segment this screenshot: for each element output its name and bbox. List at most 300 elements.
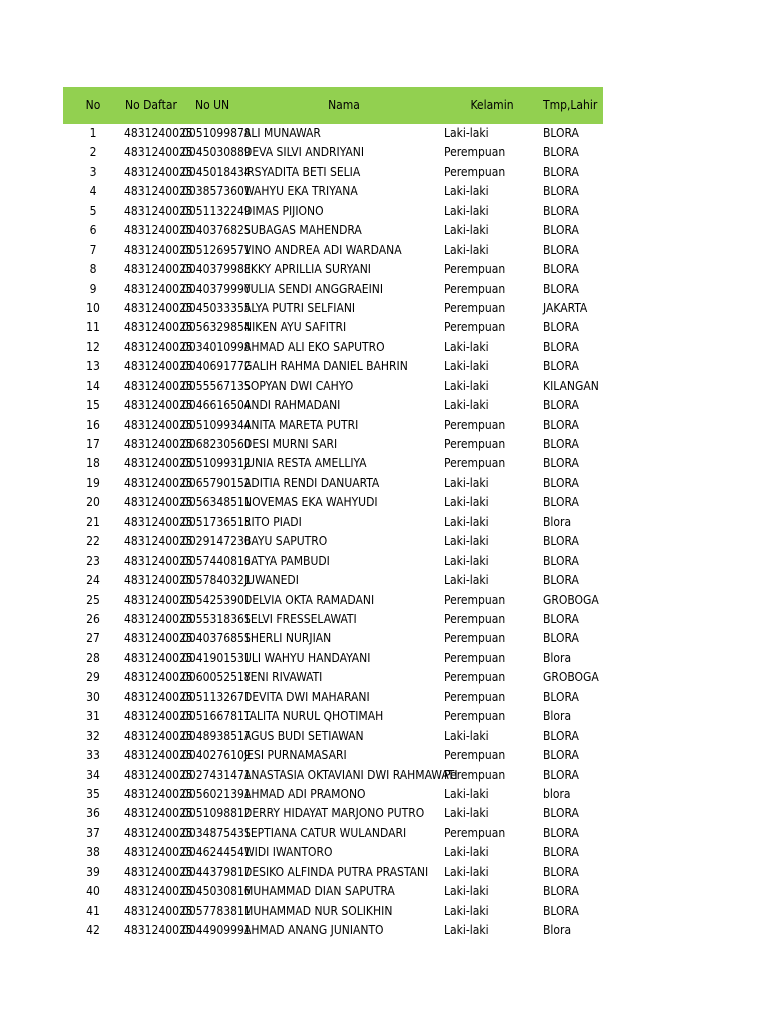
cell-no-un[interactable]: 0051269571 [182,242,251,257]
cell-no-un[interactable]: 0034875431 [182,825,251,840]
table-row [0,144,768,163]
cell-kelamin[interactable]: Laki-laki [444,728,489,743]
cell-no-daftar[interactable]: 4831240025 [124,126,193,140]
table-row [0,708,768,727]
cell-no-un[interactable]: 0038573601 [182,184,251,199]
table-row [0,242,768,261]
table-row [0,203,768,222]
table-row [0,261,768,280]
cell-no[interactable]: 17 [86,437,100,452]
cell-nama[interactable]: ALI MUNAWAR [244,126,321,140]
cell-no[interactable]: 4 [89,184,97,199]
cell-no-daftar[interactable]: 4831240025 [124,475,193,490]
cell-nama[interactable]: NIKEN AYU SAFITRI [244,320,347,335]
cell-kelamin[interactable]: Laki-laki [444,845,489,860]
header-no-un[interactable]: No UN [195,98,230,112]
cell-tmp-lahir[interactable]: BLORA [543,495,579,510]
cell-tmp-lahir[interactable]: BLORA [543,689,579,704]
cell-no-daftar[interactable]: 4831240025 [124,631,193,646]
cell-no-un[interactable]: 0051132671 [182,689,251,704]
cell-nama[interactable]: BAYU SAPUTRO [244,534,328,549]
table-row [0,689,768,708]
cell-no-un[interactable]: 0027431471 [182,767,251,782]
cell-no[interactable]: 3 [89,164,97,179]
cell-kelamin[interactable]: Perempuan [444,631,506,646]
cell-no-daftar[interactable]: 4831240025 [124,553,193,568]
cell-kelamin[interactable]: Laki-laki [444,903,489,918]
cell-no-daftar[interactable]: 4831240025 [124,300,193,315]
cell-nama[interactable]: SOPYAN DWI CAHYO [244,378,354,393]
cell-no-un[interactable]: 0056348511 [182,495,251,510]
cell-kelamin[interactable]: Perempuan [444,262,506,277]
cell-tmp-lahir[interactable]: BLORA [543,631,579,646]
cell-no-un[interactable]: 0029147230 [182,534,251,549]
cell-no[interactable]: 31 [86,709,100,724]
cell-tmp-lahir[interactable]: BLORA [543,281,579,296]
cell-nama[interactable]: DERRY HIDAYAT MARJONO PUTRO [244,806,425,821]
cell-kelamin[interactable]: Perempuan [444,145,506,160]
table-row [0,922,768,941]
table-row [0,825,768,844]
cell-tmp-lahir[interactable]: BLORA [543,184,579,199]
table-row [0,747,768,766]
cell-no[interactable]: 9 [89,281,97,296]
cell-no-daftar[interactable]: 4831240025 [124,456,193,471]
cell-kelamin[interactable]: Laki-laki [444,339,489,354]
cell-no-daftar[interactable]: 4831240025 [124,223,193,238]
cell-nama[interactable]: YULIA SENDI ANGGRAEINI [244,281,384,296]
cell-no-un[interactable]: 0055318361 [182,612,251,626]
cell-kelamin[interactable]: Laki-laki [444,573,489,588]
table-row [0,572,768,591]
cell-no-daftar[interactable]: 4831240025 [124,262,193,277]
cell-kelamin[interactable]: Perempuan [444,767,506,782]
cell-tmp-lahir[interactable]: BLORA [543,748,579,763]
cell-no-daftar[interactable]: 4831240025 [124,495,193,510]
cell-nama[interactable]: DESIKO ALFINDA PUTRA PRASTANI [244,864,429,879]
cell-nama[interactable]: JUNIA RESTA AMELLIYA [244,456,367,471]
cell-no-un[interactable]: 0055567135 [182,378,251,393]
cell-no-daftar[interactable]: 4831240025 [124,689,193,704]
cell-no[interactable]: 5 [89,203,97,218]
cell-tmp-lahir[interactable]: BLORA [543,553,579,568]
cell-nama[interactable]: ANASTASIA OKTAVIANI DWI RAHMAWATI [244,767,458,782]
cell-tmp-lahir[interactable]: BLORA [543,164,579,179]
cell-tmp-lahir[interactable]: BLORA [543,262,579,277]
cell-no-daftar[interactable]: 4831240025 [124,612,193,626]
cell-nama[interactable]: ANDI RAHMADANI [244,398,341,413]
cell-kelamin[interactable]: Perempuan [444,709,506,724]
header-kelamin[interactable]: Kelamin [470,98,514,112]
cell-no[interactable]: 32 [86,728,100,743]
cell-no[interactable]: 7 [89,242,97,257]
cell-kelamin[interactable]: Laki-laki [444,514,489,529]
cell-kelamin[interactable]: Perempuan [444,689,506,704]
cell-no[interactable]: 30 [86,689,100,704]
cell-tmp-lahir[interactable]: BLORA [543,534,579,549]
cell-no-un[interactable]: 0051736515 [182,514,251,529]
cell-kelamin[interactable]: Laki-laki [444,495,489,510]
cell-tmp-lahir[interactable]: JAKARTA [543,300,588,315]
cell-kelamin[interactable]: Laki-laki [444,553,489,568]
cell-no[interactable]: 38 [86,845,100,860]
cell-no[interactable]: 12 [86,339,100,354]
cell-no[interactable]: 39 [86,864,100,879]
cell-no[interactable]: 15 [86,398,100,413]
cell-no-un[interactable]: 0051098812 [182,806,251,821]
cell-no[interactable]: 2 [89,145,97,160]
cell-no-un[interactable]: 0065790152 [182,475,251,490]
cell-kelamin[interactable]: Laki-laki [444,806,489,821]
cell-nama[interactable]: JUWANEDI [244,573,299,588]
cell-no[interactable]: 22 [86,534,100,549]
table-row [0,339,768,358]
cell-no-daftar[interactable]: 4831240025 [124,670,193,685]
cell-no[interactable]: 29 [86,670,100,685]
table-row [0,864,768,883]
cell-no-daftar[interactable]: 4831240025 [124,592,193,607]
cell-no-daftar[interactable]: 4831240025 [124,417,193,432]
cell-nama[interactable]: SATYA PAMBUDI [244,553,330,568]
cell-tmp-lahir[interactable]: BLORA [543,437,579,452]
cell-kelamin[interactable]: Laki-laki [444,923,489,938]
cell-tmp-lahir[interactable]: BLORA [543,203,579,218]
cell-no-un[interactable]: 0044379817 [182,864,251,879]
cell-no-daftar[interactable]: 4831240025 [124,320,193,335]
cell-nama[interactable]: WAHYU EKA TRIYANA [244,184,358,199]
cell-no-un[interactable]: 0056021391 [182,786,251,801]
cell-no-un[interactable]: 0068230560 [182,437,251,452]
cell-tmp-lahir[interactable]: BLORA [543,223,579,238]
cell-no-daftar[interactable]: 4831240025 [124,884,193,899]
cell-no[interactable]: 21 [86,514,100,529]
cell-no[interactable]: 35 [86,786,100,801]
cell-no-daftar[interactable]: 4831240025 [124,728,193,743]
cell-no-un[interactable]: 0044909991 [182,923,251,938]
table-row [0,417,768,436]
cell-no-un[interactable]: 0045018434 [182,164,251,179]
cell-no-un[interactable]: 0057440810 [182,553,251,568]
cell-tmp-lahir[interactable]: BLORA [543,242,579,257]
cell-no[interactable]: 37 [86,825,100,840]
cell-no[interactable]: 11 [86,320,100,335]
table-row [0,455,768,474]
cell-no-daftar[interactable]: 4831240025 [124,184,193,199]
cell-no[interactable]: 36 [86,806,100,821]
cell-no-un[interactable]: 0040691772 [182,359,251,374]
cell-tmp-lahir[interactable]: BLORA [543,612,579,626]
cell-nama[interactable]: ALYA PUTRI SELFIANI [244,300,356,315]
cell-nama[interactable]: AHMAD ADI PRAMONO [244,786,366,801]
cell-kelamin[interactable]: Perempuan [444,592,506,607]
cell-no[interactable]: 25 [86,592,100,607]
cell-tmp-lahir[interactable]: BLORA [543,825,579,840]
cell-nama[interactable]: AHMAD ANANG JUNIANTO [244,923,384,938]
table-row [0,611,768,630]
cell-kelamin[interactable]: Laki-laki [444,359,489,374]
header-tmp-lahir[interactable]: Tmp,Lahir [543,98,598,112]
cell-no-un[interactable]: 0051099878 [182,126,251,140]
cell-kelamin[interactable]: Perempuan [444,748,506,763]
cell-no-un[interactable]: 0051099344 [182,417,251,432]
cell-kelamin[interactable]: Perempuan [444,300,506,315]
table-row [0,903,768,922]
cell-no-un[interactable]: 0045033355 [182,300,251,315]
cell-kelamin[interactable]: Perempuan [444,320,506,335]
cell-tmp-lahir[interactable]: BLORA [543,126,579,140]
cell-nama[interactable]: DEVA SILVI ANDRIYANI [244,145,365,160]
table-row [0,767,768,786]
cell-kelamin[interactable]: Laki-laki [444,786,489,801]
cell-no-daftar[interactable]: 4831240025 [124,864,193,879]
cell-tmp-lahir[interactable]: Blora [543,514,572,529]
table-row [0,592,768,611]
cell-tmp-lahir[interactable]: BLORA [543,845,579,860]
table-row [0,397,768,416]
cell-tmp-lahir[interactable]: BLORA [543,767,579,782]
cell-no-un[interactable]: 0034010998 [182,339,251,354]
cell-no-daftar[interactable]: 4831240025 [124,281,193,296]
cell-no-un[interactable]: 0051667811 [182,709,251,724]
cell-tmp-lahir[interactable]: Blora [543,650,572,665]
cell-no[interactable]: 27 [86,631,100,646]
cell-no[interactable]: 40 [86,884,100,899]
cell-tmp-lahir[interactable]: blora [543,786,571,801]
cell-nama[interactable]: SEPTIANA CATUR WULANDARI [244,825,407,840]
cell-no-un[interactable]: 0040376825 [182,223,251,238]
cell-nama[interactable]: MUHAMMAD NUR SOLIKHIN [244,903,393,918]
table-row [0,125,768,144]
cell-no[interactable]: 6 [89,223,97,238]
cell-nama[interactable]: DESI MURNI SARI [244,437,338,452]
cell-tmp-lahir[interactable]: BLORA [543,359,579,374]
cell-no[interactable]: 18 [86,456,100,471]
cell-nama[interactable]: MUHAMMAD DIAN SAPUTRA [244,884,395,899]
cell-kelamin[interactable]: Perempuan [444,437,506,452]
cell-no-daftar[interactable]: 4831240025 [124,514,193,529]
cell-nama[interactable]: SUBAGAS MAHENDRA [244,223,362,238]
table-row [0,319,768,338]
cell-no[interactable]: 42 [86,923,100,938]
cell-nama[interactable]: NOVEMAS EKA WAHYUDI [244,495,378,510]
cell-nama[interactable]: AGUS BUDI SETIAWAN [244,728,364,743]
cell-no-un[interactable]: 0057840321 [182,573,251,588]
cell-nama[interactable]: YENI RIVAWATI [244,670,323,685]
cell-kelamin[interactable]: Laki-laki [444,203,489,218]
table-row [0,281,768,300]
cell-nama[interactable]: WIDI IWANTORO [244,845,333,860]
cell-no[interactable]: 14 [86,378,100,393]
cell-tmp-lahir[interactable]: KILANGAN [543,378,599,393]
table-row [0,475,768,494]
cell-kelamin[interactable]: Perempuan [444,650,506,665]
table-row [0,358,768,377]
cell-no-daftar[interactable]: 4831240025 [124,242,193,257]
cell-nama[interactable]: AHMAD ALI EKO SAPUTRO [244,339,385,354]
cell-kelamin[interactable]: Perempuan [444,164,506,179]
cell-no-un[interactable]: 0046244541 [182,845,251,860]
table-row [0,533,768,552]
cell-tmp-lahir[interactable]: BLORA [543,145,579,160]
cell-nama[interactable]: ULI WAHYU HANDAYANI [244,650,371,665]
cell-nama[interactable]: ADITIA RENDI DANUARTA [244,475,380,490]
cell-no[interactable]: 33 [86,748,100,763]
cell-no-daftar[interactable]: 4831240025 [124,145,193,160]
cell-no-un[interactable]: 0056329854 [182,320,251,335]
cell-no[interactable]: 28 [86,650,100,665]
cell-nama[interactable]: ANITA MARETA PUTRI [244,417,359,432]
cell-no-daftar[interactable]: 4831240025 [124,203,193,218]
cell-no-daftar[interactable]: 4831240025 [124,923,193,938]
cell-no-daftar[interactable]: 4831240025 [124,339,193,354]
cell-no-daftar[interactable]: 4831240025 [124,748,193,763]
cell-tmp-lahir[interactable]: BLORA [543,475,579,490]
cell-no-daftar[interactable]: 4831240025 [124,903,193,918]
cell-nama[interactable]: SELVI FRESSELAWATI [244,612,357,626]
cell-tmp-lahir[interactable]: BLORA [543,398,579,413]
table-row [0,844,768,863]
cell-kelamin[interactable]: Laki-laki [444,184,489,199]
cell-tmp-lahir[interactable]: Blora [543,923,572,938]
table-row [0,183,768,202]
cell-nama[interactable]: SHERLI NURJIAN [244,631,332,646]
cell-no-un[interactable]: 0045030816 [182,884,251,899]
cell-nama[interactable]: RITO PIADI [244,514,302,529]
table-row [0,300,768,319]
cell-no-daftar[interactable]: 4831240025 [124,845,193,860]
cell-tmp-lahir[interactable]: GROBOGA [543,592,599,607]
cell-tmp-lahir[interactable]: BLORA [543,417,579,432]
cell-kelamin[interactable]: Perempuan [444,281,506,296]
cell-kelamin[interactable]: Perempuan [444,670,506,685]
table-row [0,553,768,572]
header-no-daftar[interactable]: No Daftar [125,98,177,112]
cell-no-un[interactable]: 0057783811 [182,903,251,918]
cell-no-daftar[interactable]: 4831240025 [124,709,193,724]
cell-tmp-lahir[interactable]: BLORA [543,320,579,335]
cell-tmp-lahir[interactable]: BLORA [543,339,579,354]
cell-nama[interactable]: IRSYADITA BETI SELIA [244,164,361,179]
cell-no-daftar[interactable]: 4831240025 [124,437,193,452]
table-row [0,164,768,183]
cell-tmp-lahir[interactable]: BLORA [543,884,579,899]
cell-kelamin[interactable]: Laki-laki [444,534,489,549]
cell-no-daftar[interactable]: 4831240025 [124,650,193,665]
cell-nama[interactable]: VINO ANDREA ADI WARDANA [244,242,402,257]
table-row [0,494,768,513]
cell-no-daftar[interactable]: 4831240025 [124,398,193,413]
cell-no[interactable]: 24 [86,573,100,588]
header-nama[interactable]: Nama [328,98,360,112]
cell-no[interactable]: 10 [86,300,100,315]
cell-no-daftar[interactable]: 4831240025 [124,164,193,179]
cell-tmp-lahir[interactable]: BLORA [543,456,579,471]
cell-kelamin[interactable]: Perempuan [444,825,506,840]
cell-no-un[interactable]: 0046616504 [182,398,251,413]
cell-no-un[interactable]: 0045030889 [182,145,251,160]
cell-no[interactable]: 41 [86,903,100,918]
cell-nama[interactable]: DIMAS PIJIONO [244,203,324,218]
cell-no-un[interactable]: 0051099312 [182,456,251,471]
cell-tmp-lahir[interactable]: BLORA [543,864,579,879]
cell-tmp-lahir[interactable]: BLORA [543,903,579,918]
cell-no-un[interactable]: 0051132249 [182,203,251,218]
table-row [0,805,768,824]
cell-no-daftar[interactable]: 4831240025 [124,825,193,840]
cell-nama[interactable]: JESI PURNAMASARI [244,748,347,763]
cell-kelamin[interactable]: Laki-laki [444,398,489,413]
table-row [0,669,768,688]
cell-kelamin[interactable]: Laki-laki [444,864,489,879]
cell-no-daftar[interactable]: 4831240025 [124,359,193,374]
table-row [0,378,768,397]
cell-nama[interactable]: TALITA NURUL QHOTIMAH [244,709,384,724]
table-row [0,630,768,649]
table-row [0,883,768,902]
cell-kelamin[interactable]: Perempuan [444,417,506,432]
cell-tmp-lahir[interactable]: Blora [543,709,572,724]
cell-no-un[interactable]: 0040276109 [182,748,251,763]
cell-no[interactable]: 23 [86,553,100,568]
cell-no[interactable]: 20 [86,495,100,510]
header-no[interactable]: No [85,98,101,112]
cell-nama[interactable]: DEVITA DWI MAHARANI [244,689,370,704]
cell-no-un[interactable]: 0041901531 [182,650,251,665]
cell-kelamin[interactable]: Laki-laki [444,126,489,140]
table-row [0,650,768,669]
cell-kelamin[interactable]: Laki-laki [444,223,489,238]
cell-no-daftar[interactable]: 4831240025 [124,786,193,801]
cell-no-un[interactable]: 0040379988 [182,262,251,277]
cell-kelamin[interactable]: Laki-laki [444,378,489,393]
cell-kelamin[interactable]: Perempuan [444,612,506,626]
cell-no[interactable]: 26 [86,612,100,626]
cell-no-un[interactable]: 0040379990 [182,281,251,296]
cell-kelamin[interactable]: Laki-laki [444,475,489,490]
cell-no[interactable]: 1 [89,126,97,140]
cell-no-daftar[interactable]: 4831240025 [124,534,193,549]
table-row [0,728,768,747]
cell-no-un[interactable]: 0048938517 [182,728,251,743]
cell-no[interactable]: 13 [86,359,100,374]
cell-no[interactable]: 8 [89,262,97,277]
cell-kelamin[interactable]: Perempuan [444,456,506,471]
cell-no-daftar[interactable]: 4831240025 [124,378,193,393]
cell-no[interactable]: 16 [86,417,100,432]
cell-kelamin[interactable]: Laki-laki [444,242,489,257]
cell-no-un[interactable]: 0040376851 [182,631,251,646]
cell-no-daftar[interactable]: 4831240025 [124,767,193,782]
table-row [0,222,768,241]
cell-no-daftar[interactable]: 4831240025 [124,806,193,821]
table-row [0,436,768,455]
cell-no-daftar[interactable]: 4831240025 [124,573,193,588]
table-row [0,514,768,533]
cell-nama[interactable]: DELVIA OKTA RAMADANI [244,592,375,607]
cell-nama[interactable]: EKKY APRILLIA SURYANI [244,262,371,277]
cell-tmp-lahir[interactable]: BLORA [543,728,579,743]
cell-no-un[interactable]: 0060052518 [182,670,251,685]
cell-tmp-lahir[interactable]: GROBOGA [543,670,599,685]
cell-no[interactable]: 34 [86,767,100,782]
cell-no-un[interactable]: 0054253901 [182,592,251,607]
cell-tmp-lahir[interactable]: BLORA [543,573,579,588]
cell-kelamin[interactable]: Laki-laki [444,884,489,899]
cell-no[interactable]: 19 [86,475,100,490]
cell-tmp-lahir[interactable]: BLORA [543,806,579,821]
cell-nama[interactable]: GALIH RAHMA DANIEL BAHRIN [244,359,408,374]
table-row [0,786,768,805]
